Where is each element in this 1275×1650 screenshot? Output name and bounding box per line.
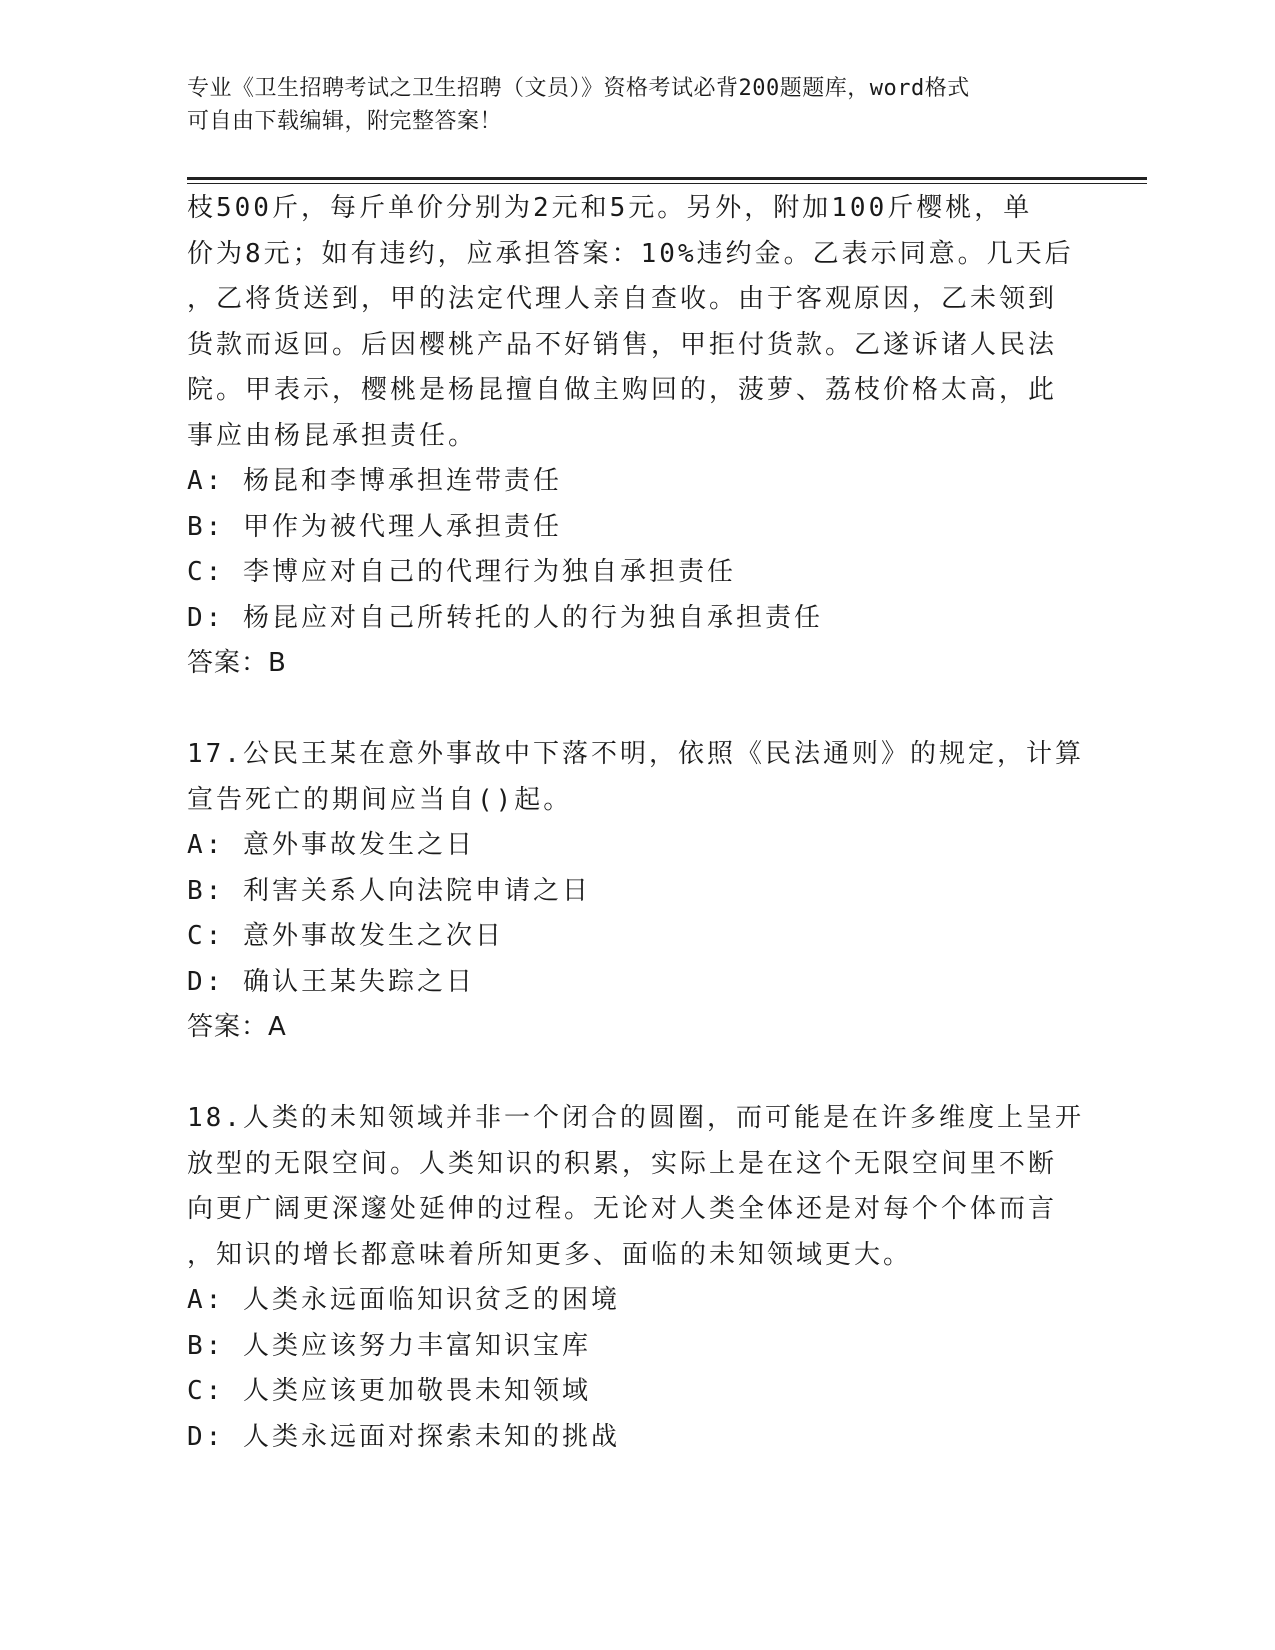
option-c: C: 人类应该更加敬畏未知领域 bbox=[187, 1376, 591, 1406]
option-c: C: 李博应对自己的代理行为独自承担责任 bbox=[187, 557, 736, 587]
option-c: C: 意外事故发生之次日 bbox=[187, 921, 504, 951]
header-title-line2: 可自由下载编辑，附完整答案！ bbox=[187, 109, 503, 134]
header-rule-thin bbox=[187, 183, 1147, 184]
option-d: D: 人类永远面对探索未知的挑战 bbox=[187, 1421, 620, 1452]
option-b: B: 甲作为被代理人承担责任 bbox=[187, 511, 562, 542]
option-b: B: 利害关系人向法院申请之日 bbox=[187, 875, 591, 906]
header-rule-thick bbox=[187, 177, 1147, 180]
header-title-line1: 专业《卫生招聘考试之卫生招聘（文员）》资格考试必背200题题库，word格式 bbox=[187, 76, 970, 101]
question-text-line: 院。甲表示，樱桃是杨昆擅自做主购回的，菠萝、荔枝价格太高，此 bbox=[187, 375, 1058, 405]
question-text-line: 宣告死亡的期间应当自()起。 bbox=[187, 784, 573, 815]
option-d: D: 杨昆应对自己所转托的人的行为独自承担责任 bbox=[187, 602, 823, 633]
question-text-line: ，知识的增长都意味着所知更多、面临的未知领域更大。 bbox=[187, 1239, 913, 1270]
question-text-line: 枝500斤，每斤单价分别为2元和5元。另外，附加100斤樱桃，单 bbox=[187, 193, 1033, 223]
question-text-line: 货款而返回。后因樱桃产品不好销售，甲拒付货款。乙遂诉诸人民法 bbox=[187, 329, 1058, 360]
question-text-line: 放型的无限空间。人类知识的积累，实际上是在这个无限空间里不断 bbox=[187, 1148, 1058, 1179]
page-header bbox=[187, 72, 1087, 138]
question-spacer bbox=[187, 1051, 1087, 1097]
answer-line: 答案：A bbox=[187, 1012, 287, 1042]
document-body bbox=[187, 186, 1087, 1460]
option-a: A: 杨昆和李博承担连带责任 bbox=[187, 466, 562, 496]
option-d: D: 确认王某失踪之日 bbox=[187, 966, 475, 997]
question-text-line: 事应由杨昆承担责任。 bbox=[187, 420, 478, 451]
question-text-line: ，乙将货送到，甲的法定代理人亲自查收。由于客观原因，乙未领到 bbox=[187, 284, 1058, 314]
answer-line: 答案：B bbox=[187, 648, 287, 678]
question-text-line: 17.公民王某在意外事故中下落不明，依照《民法通则》的规定，计算 bbox=[187, 739, 1084, 769]
question-17 bbox=[187, 732, 1087, 1051]
question-spacer bbox=[187, 687, 1087, 733]
question-16 bbox=[187, 186, 1087, 687]
option-a: A: 人类永远面临知识贫乏的困境 bbox=[187, 1285, 620, 1315]
question-18 bbox=[187, 1096, 1087, 1460]
question-text-line: 18.人类的未知领域并非一个闭合的圆圈，而可能是在许多维度上呈开 bbox=[187, 1103, 1084, 1133]
question-text-line: 向更广阔更深邃处延伸的过程。无论对人类全体还是对每个个体而言 bbox=[187, 1194, 1058, 1224]
option-a: A: 意外事故发生之日 bbox=[187, 830, 475, 860]
option-b: B: 人类应该努力丰富知识宝库 bbox=[187, 1330, 591, 1361]
question-text-line: 价为8元；如有违约，应承担答案：10%违约金。乙表示同意。几天后 bbox=[187, 238, 1074, 269]
